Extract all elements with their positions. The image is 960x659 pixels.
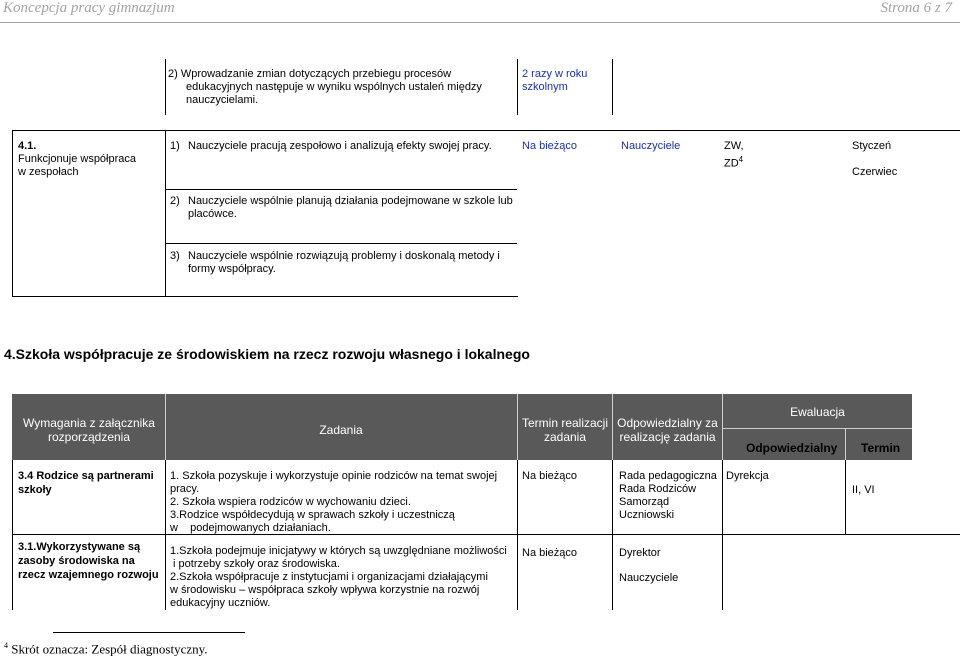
header-evaluation: Ewaluacja [790, 405, 845, 419]
term-text: szkolnym [522, 81, 568, 93]
responsible-text: Samorząd [619, 496, 670, 508]
requirement-text: 3.4 Rodzice są partnerami [18, 470, 154, 482]
footnote-ref: 4 [738, 155, 744, 164]
table-border [722, 460, 723, 610]
eval-responsible-text: Dyrekcja [726, 470, 769, 482]
evaluation-by: $ZD^4$ [724, 155, 744, 170]
task-text: 2.Szkoła współpracuje z instytucjami i organizacjami działającymi [170, 571, 488, 583]
task-text: w środowisku – współpraca szkoły wpływa korzystnie na rozwój [170, 584, 480, 596]
table-border [165, 59, 166, 115]
page-header [0, 0, 960, 18]
table-border [12, 534, 960, 535]
responsible-text: Rada Rodziców [619, 483, 697, 495]
task-text: 1. Szkoła pozyskuje i wykorzystuje opinie rodziców na temat swojej [170, 470, 498, 482]
header-eval-responsible: Odpowiedzialny [746, 441, 838, 455]
responsible-text: Nauczyciele [619, 572, 679, 584]
task-item: 1) Nauczyciele pracują zespołowo i analizują efekty swojej pracy. [170, 140, 492, 152]
responsible-text: Nauczyciele [621, 140, 681, 152]
task-text: 3.Rodzice współdecydują w sprawach szkoły i uczestniczą [170, 509, 455, 521]
footnote-divider [53, 632, 245, 633]
task-text: edukacyjnych następuje w wyniku wspólnych ustaleń między [186, 81, 482, 93]
header-divider [722, 428, 912, 429]
requirement-text: Funkcjonuje współpraca [18, 153, 137, 165]
header-requirements: Wymagania z załącznika rozporządzenia [23, 416, 155, 444]
evaluation-term: Styczeń [852, 140, 892, 152]
requirement-number: 4.1. [18, 140, 37, 152]
task-item: 3) Nauczyciele wspólnie rozwiązują problemy i doskonalą metody i [170, 250, 500, 262]
term-text: Na bieżąco [522, 547, 578, 559]
footnote [4, 641, 208, 657]
requirement-text: 3.1.Wykorzystywane są [18, 541, 141, 553]
task-item-cont: formy współpracy. [188, 263, 276, 275]
footnote-number: 4 [4, 641, 8, 650]
task-item: 2) Nauczyciele wspólnie planują działania podejmowane w szkole lub [170, 195, 513, 207]
section-title: 4.Szkoła współpracuje ze środowiskiem na rzecz rozwoju własnego i lokalnego [4, 346, 530, 362]
evaluation-by: ZW, [724, 140, 744, 152]
task-text: 2) Wprowadzanie zmian dotyczących przebiegu procesów [168, 68, 452, 80]
task-text: edukacyjny uczniów. [170, 597, 271, 609]
table-border [165, 460, 166, 610]
table-border [12, 460, 13, 610]
requirement-text: w zespołach [18, 166, 79, 178]
table-border [165, 243, 517, 244]
document-title: Koncepcja pracy gimnazjum [3, 0, 175, 16]
table-border [517, 460, 518, 610]
header-divider [0, 22, 960, 23]
table-border [165, 189, 517, 190]
table-border [612, 59, 613, 115]
header-term: Termin realizacji zadania [521, 416, 609, 444]
eval-term-text: II, VI [852, 484, 875, 496]
table-border [612, 460, 613, 610]
task-text: 1.Szkoła podejmuje inicjatywy w których są uwzględniane możliwości [170, 545, 507, 557]
header-responsible: Odpowiedzialny za realizację zadania [617, 416, 718, 444]
term-text: Na bieżąco [522, 140, 578, 152]
evaluation-term: Czerwiec [852, 166, 898, 178]
table-border [12, 296, 518, 297]
requirement-text: rzecz wzajemnego rozwoju [18, 569, 159, 581]
responsible-text: Uczniowski [619, 509, 675, 521]
task-text: pracy. [170, 483, 200, 495]
page-number: Strona 6 z 7 [880, 0, 952, 16]
header-divider [845, 428, 846, 460]
task-text: i potrzeby szkoły oraz środowiska. [170, 558, 340, 570]
requirement-text: szkoły [18, 484, 52, 496]
header-tasks: Zadania [319, 423, 363, 437]
table-border [165, 130, 166, 297]
table-border [845, 460, 846, 535]
responsible-text: Rada pedagogiczna [619, 470, 717, 482]
responsible-text: Dyrektor [619, 547, 661, 559]
task-item-cont: placówce. [188, 208, 237, 220]
footnote-text: Skrót oznacza: Zespół diagnostyczny. [11, 641, 208, 657]
requirement-text: zasoby środowiska na [18, 555, 135, 567]
task-text: 2. Szkoła wspiera rodziców w wychowaniu dzieci. [170, 496, 411, 508]
task-text: w podejmowanych działaniach. [170, 522, 331, 534]
term-text: Na bieżąco [522, 470, 578, 482]
table-border [12, 130, 13, 297]
task-text: nauczycielami. [186, 94, 259, 106]
table-border [12, 130, 960, 131]
header-divider [722, 394, 723, 460]
term-text: 2 razy w roku [522, 68, 588, 80]
header-eval-term: Termin [861, 441, 901, 455]
table-border [517, 59, 518, 115]
